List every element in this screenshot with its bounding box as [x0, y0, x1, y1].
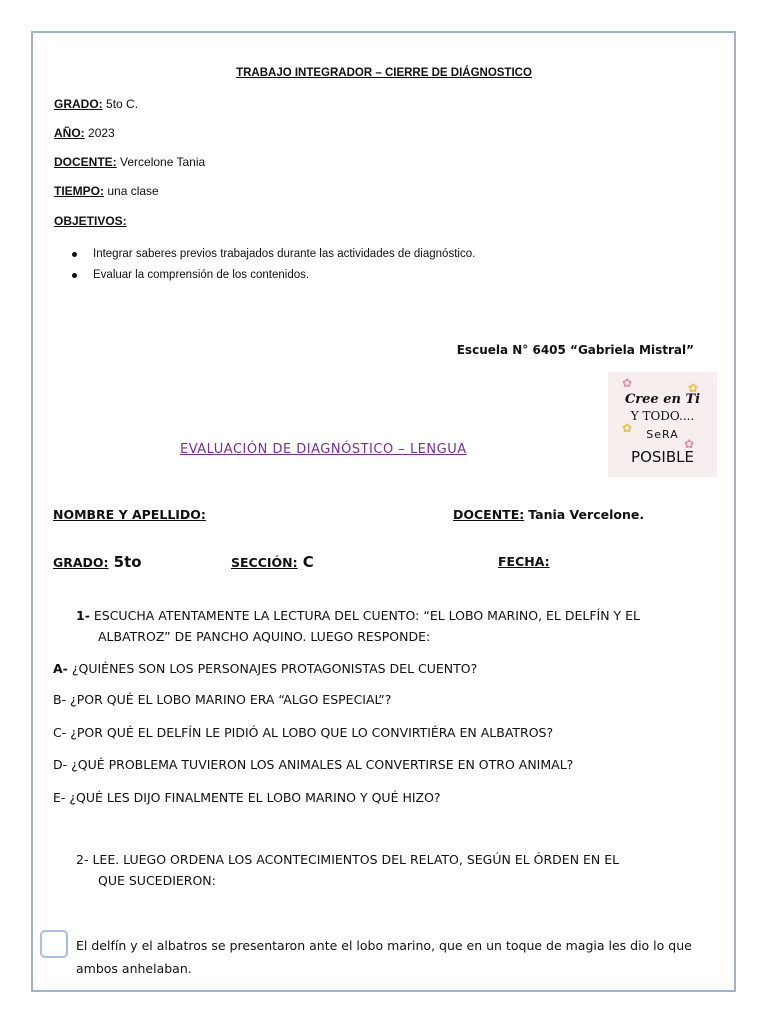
school-name: Escuela N° 6405 “Gabriela Mistral” — [456, 343, 694, 357]
anio-value: 2023 — [88, 126, 115, 140]
docente-label: DOCENTE: — [54, 155, 117, 169]
question-e: E- ¿QUÉ LES DIJO FINALMENTE EL LOBO MARINO Y QUÉ HIZO? — [53, 790, 441, 805]
tiempo-value: una clase — [107, 184, 159, 198]
objective-text: Integrar saberes previos trabajados durante las actividades de diagnóstico. — [93, 248, 476, 260]
question-1-cont: ALBATROZ” DE PANCHO AQUINO. LUEGO RESPONDE: — [98, 629, 431, 644]
docente-eval-value: Tania Vercelone. — [528, 507, 645, 522]
event-item-text: El delfín y el albatros se presentaron ante el lobo marino, que en un toque de magia les dio lo que ambos anhelaban. — [76, 938, 692, 976]
flower-icon: ✿ — [688, 381, 699, 395]
page-title: TRABAJO INTEGRADOR – CIERRE DE DIÁGNOSTICO — [236, 67, 532, 79]
evaluation-title: EVALUACIÓN DE DIAGNÓSTICO – LENGUA — [180, 442, 467, 457]
tiempo-label: TIEMPO: — [54, 184, 104, 198]
bullet-icon — [72, 273, 77, 278]
anio-row — [54, 126, 115, 140]
question-text: LEE. LUEGO ORDENA LOS ACONTECIMIENTOS DEL RELATO, SEGÚN EL ÓRDEN EN EL — [92, 852, 620, 867]
question-number: 2- — [76, 852, 89, 867]
tiempo-row — [54, 184, 159, 198]
seccion-field — [231, 552, 314, 571]
objective-text: Evaluar la comprensión de los contenidos. — [93, 269, 310, 281]
bullet-icon — [72, 252, 77, 257]
objetivos-row — [54, 214, 127, 228]
docente-value: Vercelone Tania — [120, 155, 206, 169]
flower-icon: ✿ — [622, 376, 633, 390]
question-1 — [76, 608, 640, 623]
motivational-poster — [608, 372, 717, 477]
poster-line: Cree en Ti — [624, 392, 701, 407]
seccion-value: C — [302, 553, 314, 571]
list-item — [72, 265, 475, 286]
poster-line: SeRA — [646, 428, 679, 441]
question-number: 1- — [76, 608, 90, 623]
objectives-list — [72, 244, 475, 286]
poster-line: Y TODO.... — [630, 409, 695, 423]
docente-field — [453, 507, 644, 522]
seccion-label: SECCIÓN: — [231, 555, 298, 570]
fecha-label: FECHA: — [498, 554, 550, 569]
list-item — [72, 244, 475, 265]
order-checkbox[interactable] — [40, 930, 68, 958]
anio-label: AÑO: — [54, 126, 85, 140]
question-d: D- ¿QUÉ PROBLEMA TUVIERON LOS ANIMALES AL CONVERTIRSE EN OTRO ANIMAL? — [53, 757, 574, 772]
question-2 — [76, 852, 619, 867]
question-2-cont: QUE SUCEDIERON: — [98, 873, 216, 888]
grado-field — [53, 552, 142, 571]
objetivos-label: OBJETIVOS: — [54, 214, 127, 228]
nombre-label: NOMBRE Y APELLIDO: — [53, 507, 206, 522]
grado-row — [54, 97, 138, 111]
question-text: ¿QUIÉNES SON LOS PERSONAJES PROTAGONISTAS DEL CUENTO? — [71, 661, 478, 676]
flower-icon: ✿ — [622, 421, 633, 435]
grado-value: 5to C. — [106, 97, 139, 111]
question-a — [53, 661, 477, 676]
question-b: B- ¿POR QUÉ EL LOBO MARINO ERA “ALGO ESPECIAL”? — [53, 692, 392, 707]
poster-line: POSIBLE — [631, 448, 694, 466]
question-c: C- ¿POR QUÉ EL DELFÍN LE PIDIÓ AL LOBO QUE LO CONVIRTIÉRA EN ALBATROS? — [53, 725, 554, 740]
grado-eval-value: 5to — [113, 553, 142, 571]
question-text: ESCUCHA ATENTAMENTE LA LECTURA DEL CUENTO: “EL LOBO MARINO, EL DELFÍN Y EL — [93, 608, 641, 623]
docente-row — [54, 155, 205, 169]
grado-label: GRADO: — [54, 97, 103, 111]
grado-eval-label: GRADO: — [53, 555, 109, 570]
question-prefix: A- — [53, 661, 68, 676]
docente-eval-label: DOCENTE: — [453, 507, 525, 522]
flower-icon: ✿ — [684, 437, 695, 451]
